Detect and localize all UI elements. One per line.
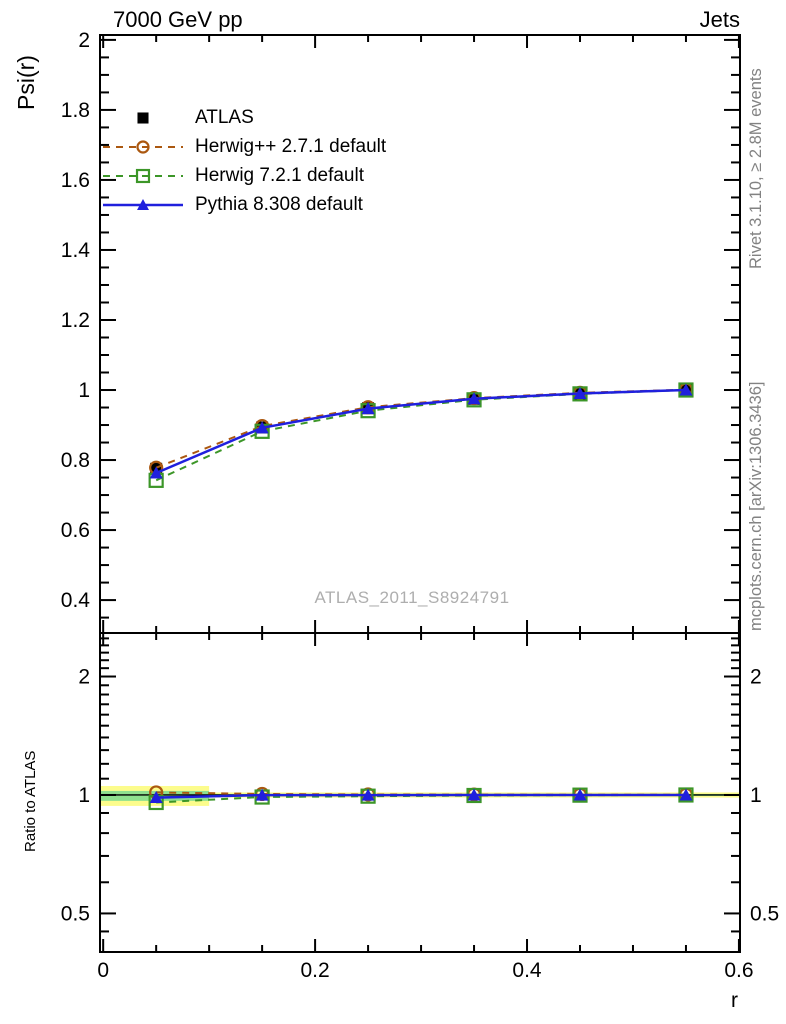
series-ratio-pythia-8-308-default — [150, 788, 693, 803]
ratio-y-tick-label-left: 1 — [78, 783, 90, 807]
legend-item — [100, 190, 386, 219]
series-main-herwig-2-7-1-default — [150, 384, 692, 474]
side-note-rivet-version: Rivet 3.1.10, ≥ 2.8M events — [747, 68, 765, 269]
page-title-topic: Jets — [699, 7, 740, 32]
marker-square-filled — [137, 112, 148, 123]
ratio-y-tick-label-right: 1 — [750, 783, 762, 807]
legend-item-label: Pythia 8.308 default — [195, 193, 363, 215]
main-y-axis-label: Psi(r) — [13, 55, 39, 110]
x-tick-label: 0 — [97, 959, 110, 982]
legend-item-label: ATLAS — [195, 106, 254, 128]
legend-sample-atlas — [100, 107, 186, 129]
main-y-tick-label: 0.8 — [60, 449, 90, 473]
legend-sample-pythia-8-308-default — [100, 194, 186, 216]
series-line — [156, 390, 686, 473]
series-line — [156, 390, 686, 468]
x-axis-label: r — [731, 989, 738, 1012]
legend-item — [100, 103, 386, 132]
legend-item-label: Herwig 7.2.1 default — [195, 164, 364, 186]
x-tick-label: 0.2 — [300, 959, 330, 982]
series-ratio-herwig-7-2-1-default — [150, 788, 693, 809]
main-y-tick-label: 1.6 — [60, 168, 90, 192]
legend-item — [100, 132, 386, 161]
side-note-mcplots-arxiv: mcplots.cern.ch [arXiv:1306.3436] — [747, 381, 765, 631]
ratio-y-tick-label-right: 0.5 — [750, 902, 780, 926]
ratio-y-axis-label: Ratio to ATLAS — [22, 750, 39, 852]
series-main-atlas — [150, 384, 692, 475]
x-tick-label: 0.6 — [724, 959, 754, 982]
main-y-tick-label: 1 — [78, 379, 90, 403]
page-title-beam: 7000 GeV pp — [113, 7, 243, 32]
series-main-herwig-7-2-1-default — [150, 384, 693, 487]
legend-sample-herwig-2-7-1-default — [100, 136, 186, 158]
ratio-y-tick-label-right: 2 — [750, 665, 762, 689]
main-y-tick-label: 1.8 — [60, 98, 90, 122]
legend-sample-herwig-7-2-1-default — [100, 165, 186, 187]
legend-item — [100, 161, 386, 190]
main-y-tick-label: 0.4 — [60, 589, 90, 613]
legend-item-label: Herwig++ 2.7.1 default — [195, 135, 387, 157]
watermark-analysis-id: ATLAS_2011_S8924791 — [314, 588, 510, 607]
legend — [100, 103, 386, 219]
main-y-tick-label: 1.4 — [60, 238, 90, 262]
main-y-tick-label: 1.2 — [60, 308, 90, 332]
main-y-tick-label: 2 — [78, 28, 90, 52]
series-main-pythia-8-308-default — [150, 384, 693, 479]
ratio-y-tick-label-left: 0.5 — [60, 902, 90, 926]
ratio-y-tick-label-left: 2 — [78, 665, 90, 689]
main-y-tick-label: 0.6 — [60, 519, 90, 543]
x-tick-label: 0.4 — [512, 959, 542, 982]
